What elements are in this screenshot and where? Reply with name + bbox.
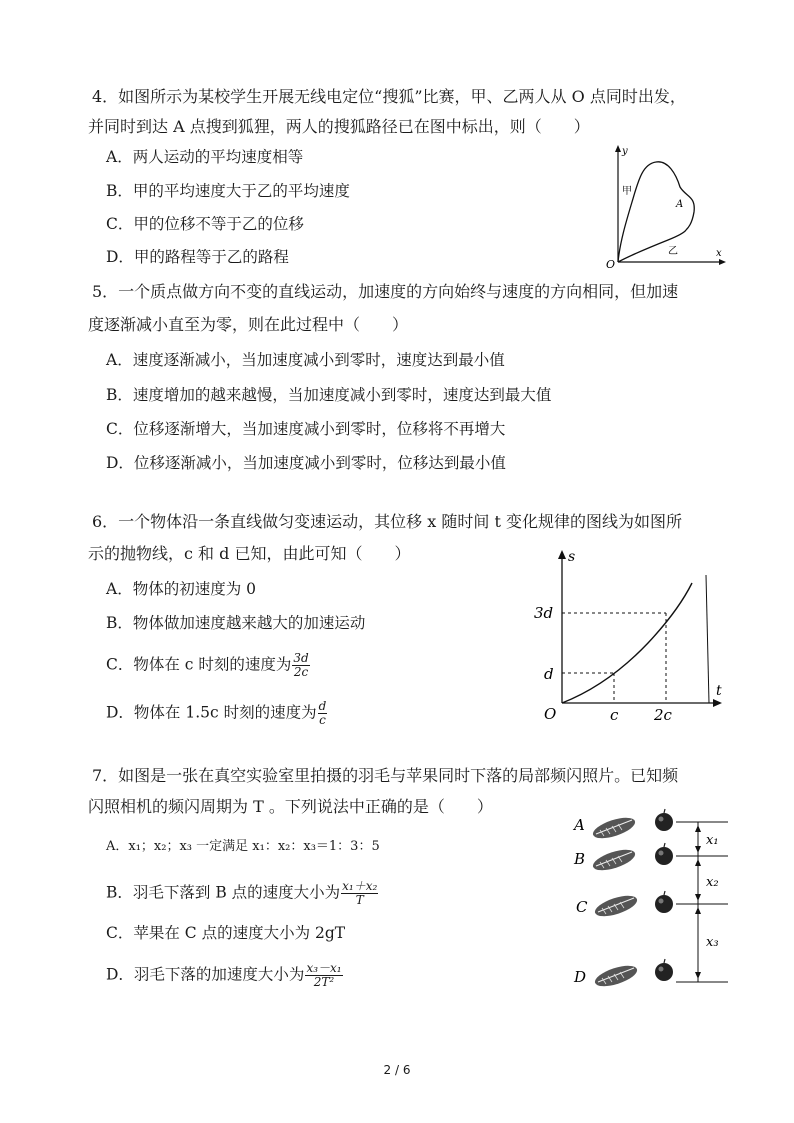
q7-option-d-text: D．羽毛下落的加速度大小为 [106, 965, 305, 984]
q4-option-c: C．甲的位移不等于乙的位移 [106, 215, 304, 233]
q6-option-d-text: D．物体在 1.5c 时刻的速度为 [106, 703, 317, 722]
q5-option-a: A．速度逐渐减小，当加速度减小到零时，速度达到最小值 [106, 351, 505, 369]
q7-feather-c [593, 892, 640, 921]
q7-option-b-fraction [341, 880, 378, 907]
q7-option-c: C．苹果在 C 点的速度大小为 2gT [106, 924, 346, 942]
q7-option-b-den: T [355, 893, 364, 907]
q4-jia-label: 甲 [622, 186, 632, 197]
q6-y-axis-label: s [568, 549, 576, 565]
q7-feather-a [591, 814, 638, 843]
q4-option-a: A．两人运动的平均速度相等 [106, 148, 304, 166]
q7-apple-c [655, 891, 673, 913]
q4-option-b: B．甲的平均速度大于乙的平均速度 [106, 182, 350, 200]
q6-figure [528, 545, 728, 725]
q5-stem-line2: 度逐渐减小直至为零，则在此过程中（ ） [88, 315, 409, 334]
q7-option-b [106, 880, 379, 907]
q6-option-c-text: C．物体在 c 时刻的速度为 [106, 655, 292, 674]
q6-option-a: A．物体的初速度为 0 [106, 580, 256, 598]
q6-stem-line2: 示的抛物线，c 和 d 已知，由此可知（ ） [88, 544, 411, 563]
q6-option-d-fraction [318, 700, 328, 727]
q6-option-c [106, 652, 311, 679]
q6-y-tick-d: d [544, 665, 554, 683]
q4-x-axis-label: x [716, 248, 722, 259]
q7-option-a: A．x₁；x₂；x₃ 一定满足 x₁：x₂：x₃＝1：3：5 [106, 839, 380, 854]
q4-y-axis-label: y [622, 146, 628, 157]
q5-option-b: B．速度增加的越来越慢，当加速度减小到零时，速度达到最大值 [106, 386, 552, 404]
q6-option-c-den: 2c [293, 665, 309, 679]
q7-option-b-num: x₁＋x₂ [342, 879, 378, 893]
q6-x-tick-2c: 2c [654, 706, 672, 724]
q6-stem-line1: 6．一个物体沿一条直线做匀变速运动，其位移 x 随时间 t 变化规律的图线为如图所 [92, 512, 682, 531]
q4-stem-line2: 并同时到达 A 点搜到狐狸，两人的搜狐路径已在图中标出，则（ ） [88, 117, 590, 136]
q4-origin-label: O [606, 258, 616, 271]
q7-apple-a [655, 809, 673, 831]
q4-option-d: D．甲的路程等于乙的路程 [106, 248, 289, 266]
q6-x-axis-label: t [716, 683, 722, 699]
q4-yi-label: 乙 [668, 246, 678, 257]
q5-option-c: C．位移逐渐增大，当加速度减小到零时，位移将不再增大 [106, 420, 506, 438]
q4-figure [598, 142, 728, 272]
q7-stem-line1: 7．如图是一张在真空实验室里拍摄的羽毛与苹果同时下落的局部频闪照片。已知频 [92, 766, 679, 785]
q6-option-d-den: c [319, 713, 326, 727]
q4-stem-line1: 4．如图所示为某校学生开展无线电定位“搜狐”比赛，甲、乙两人从 O 点同时出发， [92, 87, 686, 106]
q7-label-x1: x₁ [706, 833, 719, 848]
page-number: 2 / 6 [383, 1063, 411, 1077]
q6-option-c-num: 3d [293, 651, 309, 665]
q6-origin-label: O [544, 705, 557, 723]
q4-point-a-label: A [676, 199, 684, 210]
q7-option-d-num: x₃－x₁ [306, 961, 342, 975]
q6-option-b: B．物体做加速度越来越大的加速运动 [106, 614, 366, 632]
q7-label-x3: x₃ [706, 935, 719, 950]
q7-feather-b [591, 846, 638, 875]
q7-option-d [106, 962, 344, 989]
q6-option-d [106, 700, 328, 727]
q7-option-d-fraction [305, 962, 342, 989]
q5-stem-line1: 5．一个质点做方向不变的直线运动，加速度的方向始终与速度的方向相同，但加速 [92, 282, 679, 301]
q6-y-tick-3d: 3d [534, 604, 554, 622]
q6-option-d-num: d [318, 699, 327, 713]
q7-apple-d [655, 959, 673, 981]
q7-label-a: A [574, 816, 585, 834]
q7-option-d-den: 2T² [313, 975, 335, 989]
q7-feather-d [593, 962, 640, 991]
q5-option-d: D．位移逐渐减小，当加速度减小到零时，位移达到最小值 [106, 454, 506, 472]
q7-stem-line2: 闪照相机的频闪周期为 T 。下列说法中正确的是（ ） [88, 797, 493, 816]
q7-apple-b [655, 843, 673, 865]
q7-label-c: C [576, 898, 588, 916]
q6-option-c-fraction [292, 652, 309, 679]
q7-label-x2: x₂ [706, 875, 719, 890]
q6-x-tick-c: c [610, 706, 619, 724]
q7-label-d: D [574, 968, 587, 986]
q7-option-b-text: B．羽毛下落到 B 点的速度大小为 [106, 883, 341, 902]
q7-figure [568, 808, 738, 1000]
q7-label-b: B [574, 850, 586, 868]
